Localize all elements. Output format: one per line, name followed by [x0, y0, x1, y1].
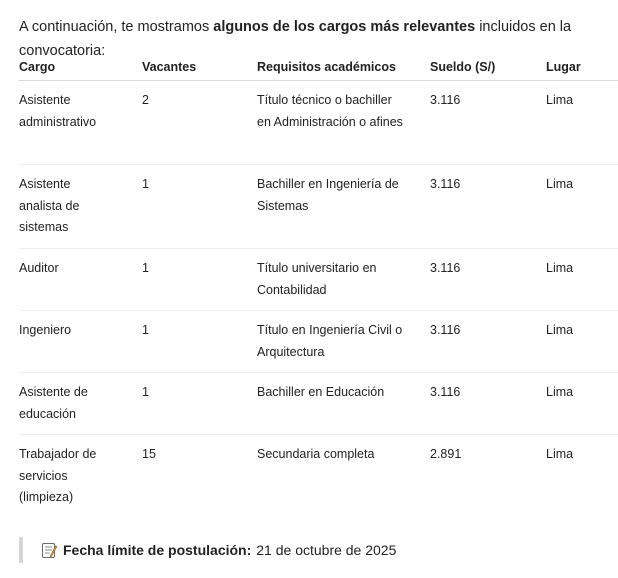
cell-cargo-text: Asistente analista de sistemas: [19, 177, 80, 234]
table-row: [19, 165, 618, 249]
cell-sueldo: [430, 435, 546, 519]
cell-vacantes-text: 1: [142, 261, 149, 275]
cell-lugar: [546, 311, 618, 373]
cell-vacantes-text: 2: [142, 93, 149, 107]
cell-cargo: [19, 373, 142, 435]
table-header-row: [19, 54, 618, 81]
cell-lugar-text: Lima: [546, 385, 574, 399]
cell-lugar: [546, 165, 618, 249]
cell-cargo: [19, 435, 142, 519]
cell-lugar-text: Lima: [546, 93, 574, 107]
cell-requisitos: [257, 373, 430, 435]
cell-sueldo-text: 3.116: [430, 177, 461, 191]
cell-lugar-text: Lima: [546, 261, 574, 275]
cell-lugar: [546, 249, 618, 311]
cell-cargo: [19, 311, 142, 373]
cell-sueldo-text: 2.891: [430, 447, 462, 461]
cell-vacantes: [142, 81, 257, 165]
cell-requisitos-text: Bachiller en Ingeniería de Sistemas: [257, 177, 399, 213]
jobs-table: [19, 54, 618, 519]
cell-cargo-text: Asistente de educación: [19, 385, 88, 421]
cell-sueldo-text: 3.116: [430, 261, 461, 275]
cell-sueldo: [430, 373, 546, 435]
cell-cargo-text: Asistente administrativo: [19, 93, 97, 129]
cell-sueldo-text: 3.116: [430, 93, 461, 107]
cell-sueldo-text: 3.116: [430, 385, 461, 399]
cell-sueldo-text: 3.116: [430, 323, 461, 337]
cell-vacantes-text: 1: [142, 177, 149, 191]
table-row: [19, 249, 618, 311]
cell-cargo: [19, 165, 142, 249]
intro-text-before: A continuación, te mostramos: [19, 18, 214, 35]
cell-cargo: [19, 249, 142, 311]
header-sueldo: Sueldo (S/): [430, 54, 546, 81]
cell-requisitos: [257, 311, 430, 373]
table-row: [19, 373, 618, 435]
cell-vacantes: [142, 165, 257, 249]
cell-vacantes-text: 1: [142, 385, 149, 399]
cell-lugar: [546, 373, 618, 435]
cell-requisitos-text: Título técnico o bachiller en Administración o afines: [257, 93, 403, 129]
cell-cargo-text: Trabajador de servicios (limpieza): [19, 447, 97, 504]
cell-vacantes: [142, 249, 257, 311]
cell-requisitos: [257, 249, 430, 311]
cell-lugar-text: Lima: [546, 177, 574, 191]
table-row: [19, 81, 618, 165]
cell-cargo-text: Auditor: [19, 261, 59, 275]
cell-vacantes: [142, 373, 257, 435]
cell-requisitos: [257, 435, 430, 519]
cell-sueldo: [430, 249, 546, 311]
deadline-label: Fecha límite de postulación:: [63, 542, 252, 558]
deadline-value: 21 de octubre de 2025: [256, 542, 397, 558]
cell-lugar: [546, 435, 618, 519]
table-header: [19, 54, 618, 81]
intro-bold: algunos de los cargos más relevantes: [213, 18, 476, 35]
cell-sueldo: [430, 81, 546, 165]
cell-vacantes-text: 15: [142, 447, 156, 461]
table-row: [19, 311, 618, 373]
cell-vacantes: [142, 311, 257, 373]
cell-cargo: [19, 81, 142, 165]
cell-lugar-text: Lima: [546, 323, 574, 337]
header-lugar: Lugar: [546, 54, 618, 81]
cell-lugar-text: Lima: [546, 447, 574, 461]
cell-requisitos: [257, 165, 430, 249]
cell-vacantes-text: 1: [142, 323, 149, 337]
header-vacantes: Vacantes: [142, 54, 257, 81]
cell-sueldo: [430, 311, 546, 373]
header-cargo: Cargo: [19, 54, 142, 81]
cell-requisitos-text: Secundaria completa: [257, 447, 375, 461]
deadline-note: [19, 537, 396, 563]
cell-lugar: [546, 81, 618, 165]
cell-requisitos: [257, 81, 430, 165]
table-row: [19, 435, 618, 519]
memo-icon: [42, 542, 57, 558]
header-requisitos: Requisitos académicos: [257, 54, 430, 81]
cell-cargo-text: Ingeniero: [19, 323, 72, 337]
intro-text-after: incluidos en la convocatoria:: [19, 18, 572, 59]
cell-requisitos-text: Título universitario en Contabilidad: [257, 261, 377, 297]
table-body: [19, 81, 618, 519]
cell-requisitos-text: Título en Ingeniería Civil o Arquitectura: [257, 323, 403, 359]
cell-vacantes: [142, 435, 257, 519]
cell-requisitos-text: Bachiller en Educación: [257, 385, 385, 399]
cell-sueldo: [430, 165, 546, 249]
